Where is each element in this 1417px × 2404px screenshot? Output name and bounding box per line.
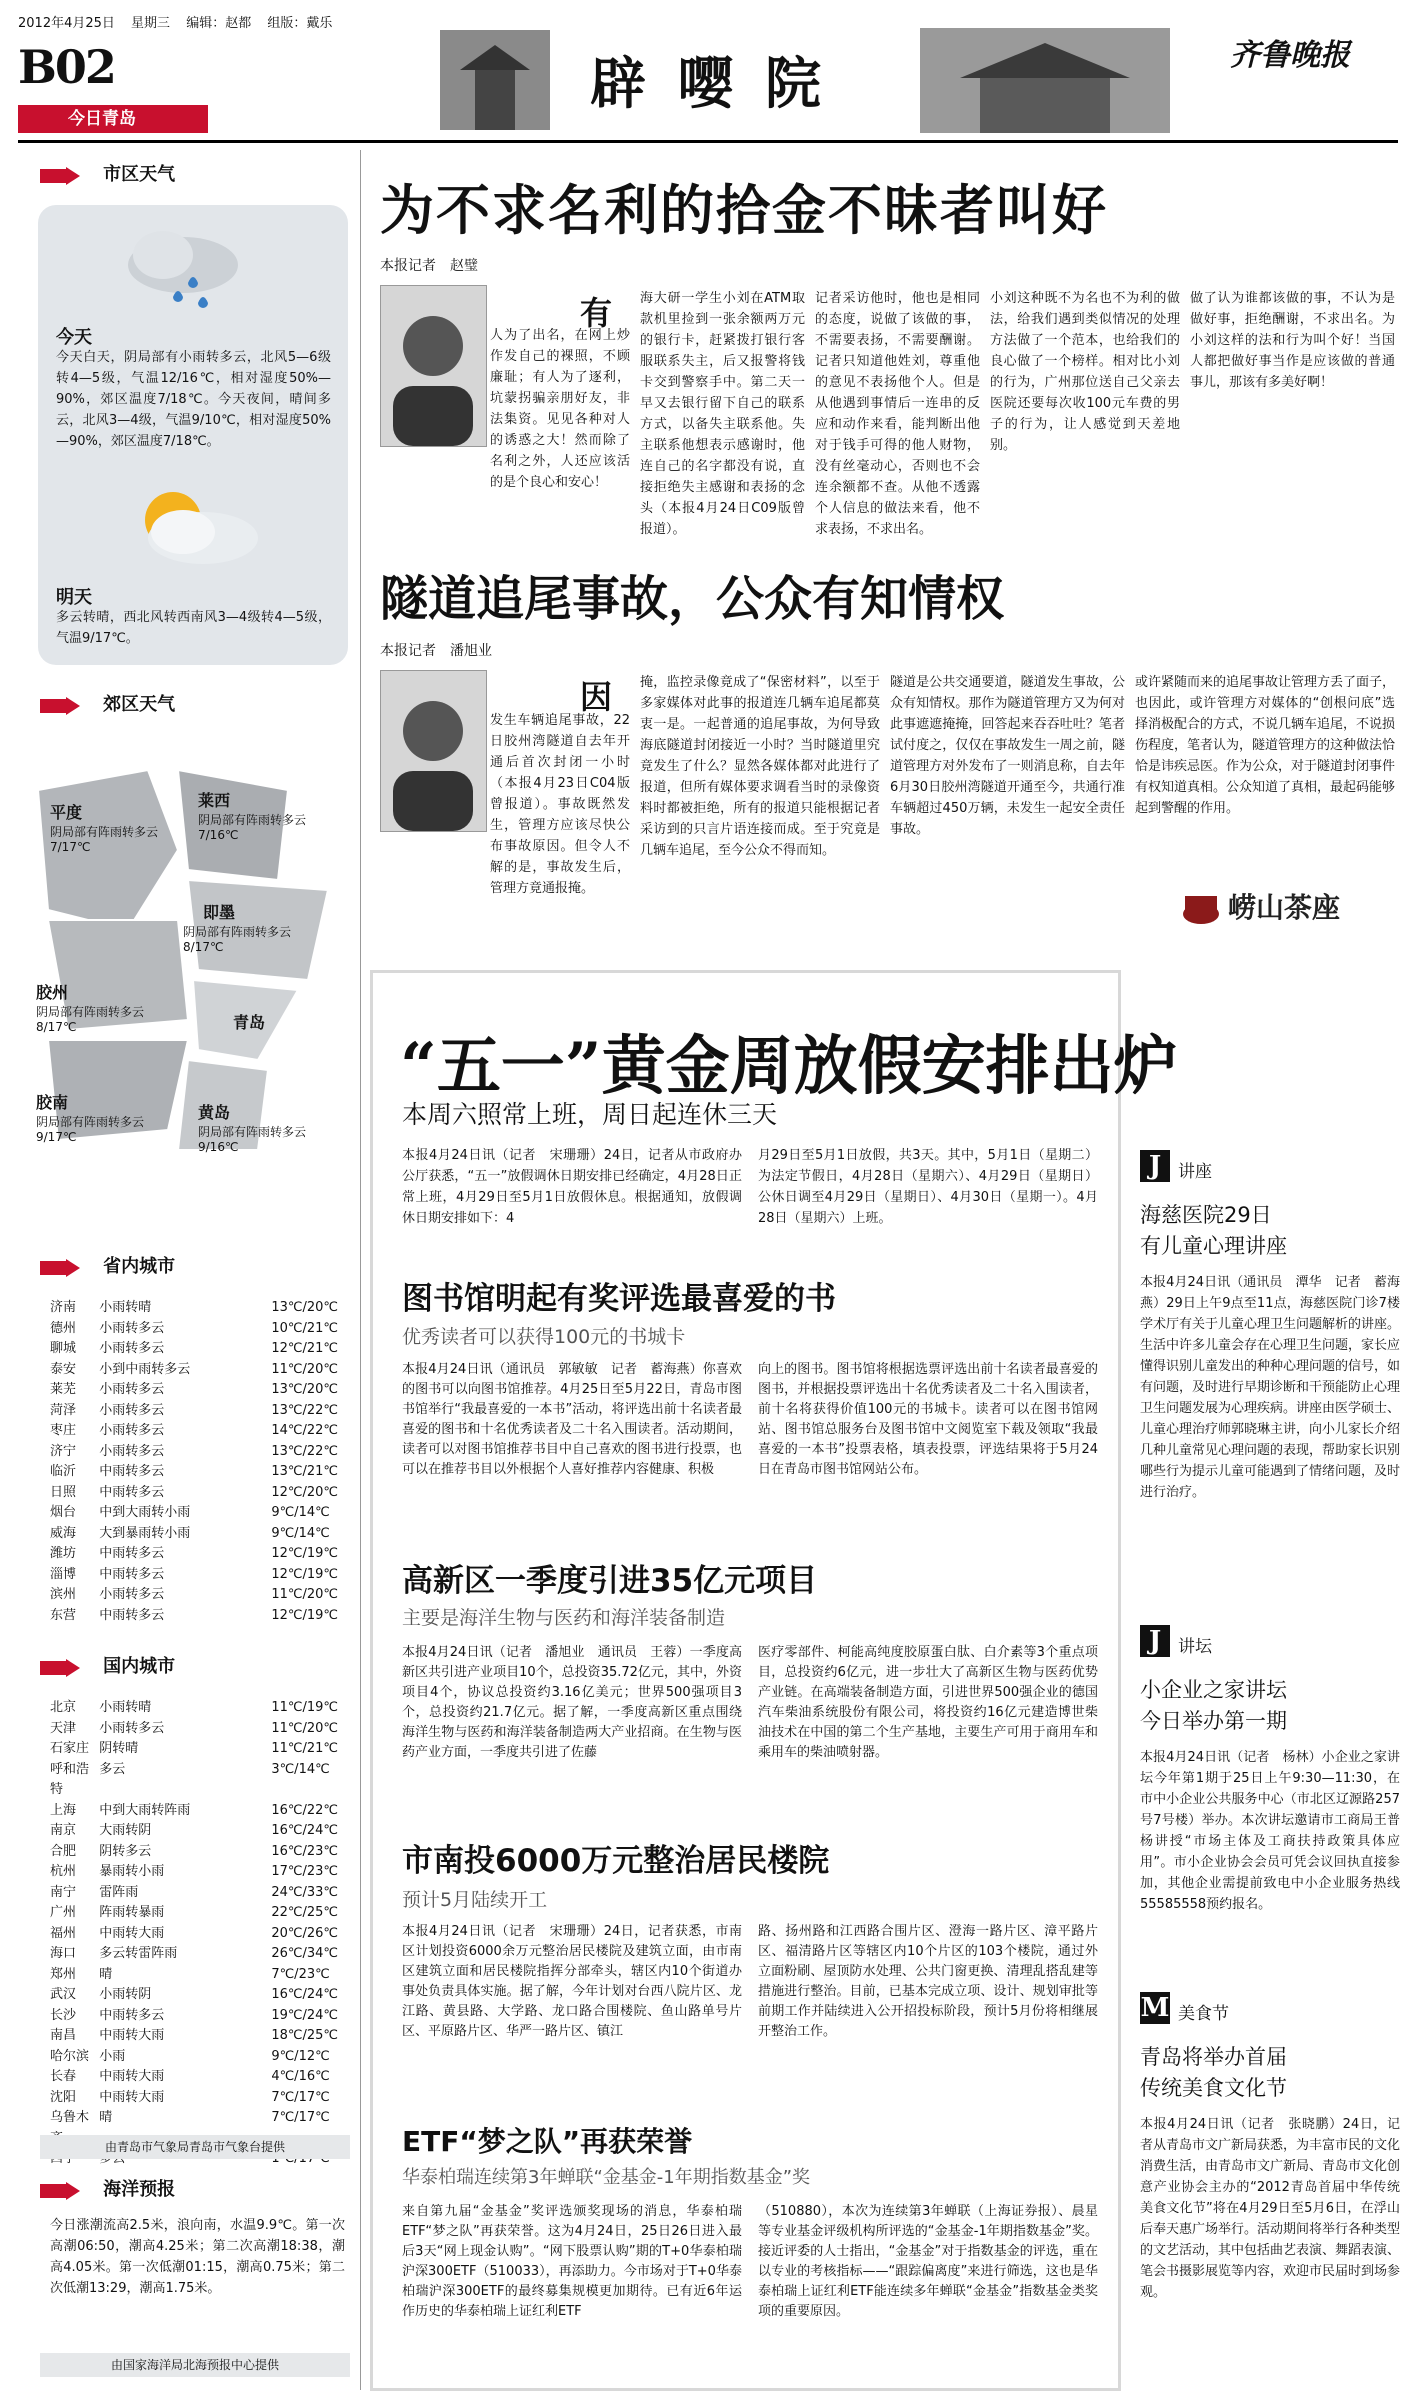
city-name: 沈阳 [50, 2089, 77, 2105]
city-temp: 13℃/20℃ [271, 1300, 338, 1315]
side1-title2: 有儿童心理讲座 [1140, 1234, 1287, 1258]
city-condition: 中雨转多云 [99, 1607, 165, 1623]
article1-col3: 记者采访他时，他也是相同的态度，说做了该做的事，不需要表扬，不需要酬谢。记者只知道他姓刘，尊重他的意见不表扬他个人。但是从他遇到事情后一连串的反应和动作来看，能判断出他对于钱手可得的他人财物，没有丝毫动心，否则也不会连余额都不查。从他不透露个人信息的做法来看，他不求表扬，不求出名。 [815, 291, 980, 537]
ocean-heading: 海洋预报 [40, 2175, 175, 2201]
teacup-icon [1180, 882, 1222, 928]
article1-col5: 做了认为谁都该做的事，不认为是做好事，拒绝酬谢，不求出名。为小刘这样的法和行为叫个好！当国人都把做好事当作是应该做的普通事儿，那该有多美好啊！ [1190, 291, 1395, 390]
city-condition: 阴转晴 [99, 1741, 139, 1756]
article4-col2: 向上的图书。图书馆将根据选票评选出前十名读者最喜爱的图书，并根据投票评选出十名优秀读者及二十名入围读者，前十名将获得价值100元的书城卡。读者可以在图书馆网站、图书馆总服务台及图书馆中文阅览室下载及领取“我最喜爱的一本书”投票表格，填表投票，评选结果将于5月24日在青岛市图书馆网站公布。 [758, 1362, 1098, 1477]
weather-source: 由青岛市气象局青岛市气象台提供 [40, 2135, 350, 2159]
city-condition: 中雨转多云 [99, 1464, 165, 1479]
city-temp: 13℃/22℃ [271, 1443, 338, 1459]
city-name: 东营 [50, 1607, 77, 1623]
city-temp: 12℃/20℃ [271, 1484, 338, 1500]
city-name: 南昌 [50, 2028, 77, 2043]
city-weather-row [50, 1503, 350, 1524]
city-condition: 小雨转多云 [99, 1423, 165, 1438]
province-heading: 省内城市 [40, 1252, 175, 1278]
article1-col4: 小刘这种既不为名也不为利的做法，给我们遇到类似情况的处理方法做了一个范本，也给我们的良心做了一个榜样。相对比小刘的行为，广州那位送自己父亲去医院还要每次收100元车费的男子的行为，让人感觉到天差地别。 [990, 291, 1180, 453]
city-condition: 大到暴雨转小雨 [99, 1525, 191, 1541]
person-icon [381, 671, 486, 831]
city-name: 福州 [50, 1925, 77, 1941]
city-temp: 7℃/17℃ [271, 2110, 330, 2125]
city-temp: 13℃/21℃ [271, 1464, 338, 1479]
city-weather-row [50, 1944, 350, 1965]
city-condition: 雷阵雨 [99, 1884, 139, 1900]
city-weather-row [50, 1298, 350, 1319]
pagoda-icon [440, 30, 550, 130]
city-condition: 中雨转大雨 [99, 2028, 165, 2043]
city-weather-row [50, 1544, 350, 1565]
city-temp: 12℃/19℃ [271, 1566, 338, 1582]
article1-col1: 人为了出名，在网上炒作发自己的裸照，不顾廉耻；有人为了逐利，坑蒙拐骗亲朋好友，非法集资。见见各种对人的诱惑之大！然而除了名利之外，人还应该活的是个良心和安心！ [490, 328, 630, 490]
article2-col1: 发生车辆追尾事故，22日胶州湾隧道自去年开通后首次封闭一小时（本报4月23日C04版曾报道）。事故既然发生，管理方应该尽快公布事故原因。但令人不解的是，事故发生后，管理方竟通报掩。 [490, 713, 630, 896]
city-weather-row [50, 1360, 350, 1381]
tag-text: 讲座 [1178, 1162, 1212, 1182]
article2-col4: 或许紧随而来的追尾事故让管理方丢了面子，也因此，或许管理方对媒体的“创根问底”选择消极配合的方式，不说几辆车追尾，不说损伤程度，笔者认为，隧道管理方的这种做法恰恰是讳疾忌医。作为公众，对于隧道封闭事件有权知道真相。公众知道了真相，最起码能够起到警醒的作用。 [1135, 675, 1396, 816]
arrow-icon [66, 1259, 80, 1277]
city-condition: 晴 [99, 2110, 113, 2125]
author-photo-panxuye [380, 670, 487, 832]
city-condition: 小雨 [99, 2048, 126, 2064]
city-name: 莱芜 [50, 1382, 77, 1397]
article5-title: 高新区一季度引进35亿元项目 [402, 1563, 818, 1599]
article6-subtitle: 预计5月陆续开工 [402, 1889, 548, 1911]
article2-title: 隧道追尾事故，公众有知情权 [380, 571, 1005, 627]
city-name: 合肥 [50, 1843, 77, 1859]
suburb-jiaonan: 胶南 阴局部有阵雨转多云 9/17℃ [36, 1093, 145, 1144]
city-name: 石家庄 [50, 1741, 90, 1756]
article7-subtitle: 华泰柏瑞连续第3年蝉联“金基金-1年期指数基金”奖 [402, 2167, 811, 2188]
city-weather-row [50, 1719, 350, 1740]
article4-title: 图书馆明起有奖评选最喜爱的书 [402, 1281, 836, 1317]
city-name: 天津 [50, 1720, 77, 1736]
arrow-icon [40, 169, 66, 183]
province-city-list [50, 1298, 350, 1626]
city-condition: 中雨转大雨 [99, 1925, 165, 1941]
article5-col1: 本报4月24日讯（记者 潘旭业 通讯员 王蓉）一季度高新区共引进产业项目10个，总投资35.72亿元，其中，外资项目4个，协议总投资约3.16亿美元；世界500强项目3个，总投资约21.7亿元。据了解，一季度高新区重点围绕海洋生物与医药和海洋装备制造两大产业招商。在生物与医药产业方面，一季度共引进了佐藤 [402, 1645, 742, 1760]
header-photo-left [440, 30, 550, 130]
city-weather-row [50, 1524, 350, 1545]
tomorrow-label: 明天 [56, 587, 92, 608]
city-weather-row [50, 1760, 350, 1801]
brand-text: 崂山茶座 [1228, 891, 1341, 924]
city-temp: 13℃/20℃ [271, 1382, 338, 1397]
city-condition: 中到大雨转阵雨 [99, 1802, 191, 1818]
suburb-jimo: 即墨 阴局部有阵雨转多云 8/17℃ [183, 903, 292, 954]
article4-subtitle: 优秀读者可以获得100元的书城卡 [402, 1326, 686, 1348]
article6-col2: 路、扬州路和江西路合围片区、澄海一路片区、漳平路片区、福清路片区等辖区内10个片区的103个楼院，通过外立面粉刷、屋顶防水处理、公共门窗更换、清理乱搭乱建等措施进行整治。目前，已基本完成立项、设计、规划审批等前期工作并陆续进入公开招投标阶段，预计5月份将相继展开整治工作。 [758, 1924, 1098, 2039]
city-temp: 16℃/23℃ [271, 1843, 338, 1859]
city-weather-row [50, 2088, 350, 2109]
article2-dropcap: 因 [580, 678, 613, 716]
city-temp: 18℃/25℃ [271, 2028, 338, 2043]
side-food-festival [1140, 1992, 1400, 2303]
city-condition: 暴雨转小雨 [99, 1864, 165, 1879]
city-name: 呼和浩特 [50, 1761, 90, 1797]
article6-col1: 本报4月24日讯（记者 宋珊珊）24日，记者获悉，市南区计划投资6000余万元整治居民楼院及建筑立面，由市南区建筑立面和居民楼院指挥分部牵头，辖区内10个街道办事处负责具体实施。据了解，今年计划对台西八院片区、龙江路、黄县路、大学路、龙口路合围楼院、鱼山路单号片区、平原路片区、华严一路片区、镇江 [402, 1924, 742, 2039]
city-weather-row [50, 1585, 350, 1606]
city-condition: 中雨转多云 [99, 1484, 165, 1500]
side3-title1: 青岛将举办首届 [1140, 2045, 1287, 2069]
city-weather-row [50, 1483, 350, 1504]
section-label: 今日青岛 [68, 109, 136, 129]
city-condition: 小雨转晴 [99, 1700, 152, 1715]
city-temp: 17℃/23℃ [271, 1864, 338, 1879]
city-weather-row [50, 1698, 350, 1719]
article3-col1: 本报4月24日讯（记者 宋珊珊）24日，记者从市政府办公厅获悉，“五一”放假调休日期安排已经确定，4月28日正常上班，4月29日至5月1日放假休息。根据通知，放假调休日期安排如下：4 [402, 1148, 742, 1226]
suburb-qingdao: 青岛 [233, 1013, 266, 1032]
city-temp: 13℃/22℃ [271, 1402, 338, 1418]
city-name: 淄博 [50, 1566, 77, 1582]
city-weather-row [50, 1462, 350, 1483]
city-temp: 3℃/14℃ [271, 1761, 330, 1777]
city-name: 日照 [50, 1484, 77, 1500]
tag-text: 美食节 [1178, 2004, 1229, 2024]
city-name: 哈尔滨 [50, 2048, 90, 2064]
city-weather-row [50, 1401, 350, 1422]
city-condition: 中雨转多云 [99, 1546, 165, 1561]
article2-byline: 本报记者 潘旭业 [380, 643, 492, 659]
city-condition: 中雨转大雨 [99, 2089, 165, 2105]
arrow-icon [66, 1659, 80, 1677]
side3-body: 本报4月24日讯（记者 张晓鹏）24日，记者从青岛市文广新局获悉，为丰富市民的文化消费生活，由青岛市文广新局、青岛市文化创意产业协会主办的“2012青岛首届中华传统美食文化节”将在4月29日至5月6日，在浮山后奉天惠广场举行。活动期间将举行各种类型的文艺活动，其中包括曲艺表演、舞蹈表演、笔会书摄影展览等内容，欢迎市民届时到场参观。 [1140, 2117, 1401, 2300]
city-name: 乌鲁木 [50, 2110, 90, 2125]
city-temp: 11℃/21℃ [271, 1741, 338, 1756]
city-weather-row [50, 1606, 350, 1627]
city-temp: 24℃/33℃ [271, 1884, 338, 1900]
paper-name: 齐鲁晚报 [1230, 38, 1350, 73]
city-temp: 16℃/24℃ [271, 1823, 338, 1838]
city-name: 烟台 [50, 1505, 77, 1520]
city-condition: 小雨转多云 [99, 1320, 165, 1336]
article3-subtitle: 本周六照常上班，周日起连休三天 [402, 1100, 778, 1129]
city-temp: 14℃/22℃ [271, 1423, 338, 1438]
city-name: 聊城 [50, 1341, 77, 1356]
city-weather-row [50, 1442, 350, 1463]
city-condition: 小到中雨转多云 [99, 1361, 191, 1377]
city-name: 德州 [50, 1320, 77, 1336]
article5-col2: 医疗零部件、柯能高纯度胶原蛋白肽、白介素等3个重点项目，总投资约6亿元，进一步壮大了高新区生物与医药优势产业链。在高端装备制造方面，引进世界500强企业的德国汽车柴油系统股份有限公司，将投资约16亿元建造博世柴油技术在中国的第二个生产基地，主要生产可用于商用车和乘用车的柴油喷射器。 [758, 1645, 1098, 1760]
city-temp: 11℃/20℃ [271, 1587, 338, 1602]
city-condition: 中到大雨转小雨 [99, 1505, 191, 1520]
issue-date: 2012年4月25日 [18, 16, 115, 31]
city-name: 潍坊 [50, 1546, 77, 1561]
city-condition: 多云 [99, 1761, 126, 1777]
city-weather-row [50, 1821, 350, 1842]
city-name: 上海 [50, 1802, 77, 1818]
city-condition: 小雨转晴 [99, 1300, 152, 1315]
city-name: 泰安 [50, 1361, 77, 1377]
city-condition: 大雨转阴 [99, 1823, 152, 1838]
city-weather-row [50, 1862, 350, 1883]
tomorrow-forecast: 多云转晴，西北风转西南风3—4级转4—5级，气温9/17℃。 [56, 610, 331, 646]
city-temp: 9℃/14℃ [271, 1505, 330, 1520]
side1-body: 本报4月24日讯（通讯员 潭华 记者 蓄海燕）29日上午9点至11点，海慈医院门诊7楼学术厅有关于儿童心理卫生问题解析的讲座。生活中许多儿童会存在心理卫生问题，家长应懂得识别儿童发出的种种心理问题的信号，如有问题，及时进行早期诊断和干预能防止心理卫生问题发展为心理疾病。讲座由医学硕士、儿童心理治疗师郭晓琳主讲，向小儿家长介绍几种儿童常见心理问题的表现，帮助家长识别哪些行为提示儿童可能遇到了情绪问题，及时进行治疗。 [1140, 1275, 1401, 1500]
today-label: 今天 [56, 327, 92, 348]
masthead-info [18, 12, 332, 31]
city-weather-row [50, 1319, 350, 1340]
side3-title2: 传统美食文化节 [1140, 2076, 1287, 2100]
city-temp: 20℃/26℃ [271, 1925, 338, 1941]
city-condition: 中雨转多云 [99, 2007, 165, 2023]
article1-byline: 本报记者 赵璧 [380, 258, 478, 274]
layout-editor: 组版：戴乐 [267, 16, 333, 31]
article4-col1: 本报4月24日讯（通讯员 郭敏敏 记者 蓄海燕）你喜欢的图书可以向图书馆推荐。4月25日至5月22日，青岛市图书馆举行“我最喜爱的一本书”活动，将评选出前十名读者最喜爱的图书和十名优秀读者及二十名入围读者。活动期间，读者可以对图书馆推荐书目中自己喜欢的图书进行投票，也可以在推荐书目以外根据个人喜好推荐内容健康、积极 [402, 1362, 742, 1477]
section-banner [18, 105, 208, 133]
editor: 编辑：赵都 [186, 16, 252, 31]
city-name: 长沙 [50, 2007, 77, 2023]
city-weather-heading: 市区天气 [40, 160, 175, 186]
city-weather-row [50, 2067, 350, 2088]
ocean-forecast: 今日涨潮流高2.5米，浪向南，水温9.9℃。第一次高潮06:50，潮高4.25米；第二次高潮18:38，潮高4.05米。第一次低潮01:15，潮高0.75米；第二次低潮13:29，潮高1.75米。 [50, 2218, 345, 2296]
city-temp: 9℃/14℃ [271, 1525, 330, 1541]
city-weather-box [38, 205, 348, 665]
city-condition: 多云转雷阵雨 [99, 1946, 178, 1961]
city-name: 郑州 [50, 1966, 77, 1982]
city-condition: 小雨转阴 [99, 1987, 152, 2002]
suburb-map [28, 730, 358, 1210]
side-lecture [1140, 1150, 1400, 1503]
city-condition: 晴 [99, 1966, 113, 1982]
national-heading: 国内城市 [40, 1652, 175, 1678]
city-weather-row [50, 1801, 350, 1822]
article1-dropcap: 有 [580, 294, 613, 332]
city-temp: 11℃/20℃ [271, 1361, 338, 1377]
article1-title: 为不求名利的拾金不昧者叫好 [380, 178, 1108, 242]
city-condition: 小雨转多云 [99, 1382, 165, 1397]
city-temp: 12℃/19℃ [271, 1607, 338, 1623]
city-condition: 中雨转大雨 [99, 2069, 165, 2084]
sun-cloud-icon [123, 480, 263, 570]
city-name: 武汉 [50, 1987, 77, 2002]
article3-title: “五一”黄金周放假安排出炉 [400, 1029, 1178, 1104]
issue-weekday: 星期三 [131, 16, 171, 31]
suburb-laixi: 莱西 阴局部有阵雨转多云 7/16℃ [198, 791, 307, 842]
city-temp: 9℃/12℃ [271, 2048, 330, 2064]
city-weather-row [50, 1965, 350, 1986]
tag-letter: J [1140, 1150, 1170, 1182]
city-name: 杭州 [50, 1864, 77, 1879]
author-photo-zhaobi [380, 285, 487, 447]
header-photo-right [920, 28, 1170, 133]
city-temp: 10℃/21℃ [271, 1320, 338, 1336]
rain-cloud-icon [118, 225, 248, 315]
side2-body: 本报4月24日讯（记者 杨林）小企业之家讲坛今年第1期于25日上午9:30—11:30，在市中小企业公共服务中心（市北区辽源路257号7号楼）举办。本次讲坛邀请市工商局王普杨讲授“市场主体及工商扶持政策具体应用”。市小企业协会会员可凭会议回执直接参加，其他企业需提前致电中小企业服务热线55585558预约报名。 [1140, 1750, 1400, 1912]
city-name: 济南 [50, 1300, 77, 1315]
arrow-icon [66, 2182, 80, 2200]
city-weather-row [50, 1924, 350, 1945]
city-name: 菏泽 [50, 1402, 77, 1418]
city-name: 威海 [50, 1525, 77, 1541]
city-weather-row [50, 2047, 350, 2068]
suburb-weather-heading: 郊区天气 [40, 690, 175, 716]
city-name: 枣庄 [50, 1423, 77, 1438]
side2-title1: 小企业之家讲坛 [1140, 1678, 1287, 1702]
temple-icon [920, 28, 1170, 133]
article1-col2: 海大研一学生小刘在ATM取款机里捡到一张余额两万元的银行卡，赶紧拨打银行客服联系失主，后又报警将钱卡交到警察手中。第二天一早又去银行留下自己的联系方式，以备失主联系他。失主联系他想表示感谢时，他连自己的名字都没有说，直接拒绝失主感谢和表扬的念头（本报4月24日C09版曾报道）。 [640, 291, 805, 537]
city-weather-row [50, 2026, 350, 2047]
city-weather-row [50, 1421, 350, 1442]
laoshan-tea-logo [1180, 880, 1380, 930]
city-weather-row [50, 1842, 350, 1863]
city-weather-row [50, 1985, 350, 2006]
city-name: 长春 [50, 2069, 77, 2084]
person-icon [381, 286, 486, 446]
article7-col1: 来自第九届“金基金”奖评选颁奖现场的消息，华泰柏瑞ETF“梦之队”再获荣誉。这为4月24日，25日26日进入最后3天“网上现金认购”。“网下股票认购”期的T+0华泰柏瑞沪深300ETF（510033），再添助力。今市场对于T+0华泰柏瑞沪深300ETF的最终募集规模更加期待。已有近6年运作历史的华泰柏瑞上证红利ETF [402, 2204, 742, 2319]
city-weather-row [50, 1380, 350, 1401]
city-temp: 16℃/22℃ [271, 1802, 338, 1818]
side-forum [1140, 1625, 1400, 1915]
city-condition: 阴转多云 [99, 1843, 152, 1859]
city-weather-row [50, 1903, 350, 1924]
city-name: 临沂 [50, 1464, 77, 1479]
suburb-pingdu: 平度 阴局部有阵雨转多云 7/17℃ [50, 803, 159, 854]
city-name: 济宁 [50, 1443, 77, 1459]
city-weather-row [50, 1565, 350, 1586]
city-name: 南宁 [50, 1884, 77, 1900]
article7-title: ETF“梦之队”再获荣誉 [402, 2125, 693, 2158]
article5-subtitle: 主要是海洋生物与医药和海洋装备制造 [402, 1607, 726, 1629]
city-condition: 小雨转多云 [99, 1587, 165, 1602]
city-weather-row [50, 1739, 350, 1760]
city-temp: 11℃/19℃ [271, 1700, 338, 1715]
article7-col2: （510880），本次为连续第3年蝉联（上海证券报）、晨星等专业基金评级机构所评选的“金基金-1年期指数基金”奖。接近评委的人士指出，“金基金”对于指数基金的评选，重在以专业的考核指标——“跟踪偏离度”来进行筛选，这也是华泰柏瑞上证红利ETF能连续多年蝉联“金基金”指数基金类奖项的重要原因。 [758, 2204, 1098, 2319]
side2-title2: 今日举办第一期 [1140, 1709, 1287, 1733]
city-name: 北京 [50, 1700, 77, 1715]
city-temp: 4℃/16℃ [271, 2069, 330, 2084]
suburb-jiaozhou: 胶州 阴局部有阵雨转多云 8/17℃ [36, 983, 145, 1034]
city-name: 海口 [50, 1946, 77, 1961]
arrow-tip-icon [66, 167, 80, 185]
city-temp: 11℃/20℃ [271, 1720, 338, 1736]
city-condition: 小雨转多云 [99, 1341, 165, 1356]
city-name: 滨州 [50, 1587, 77, 1602]
city-temp: 12℃/21℃ [271, 1341, 338, 1356]
page-number: B02 [18, 40, 115, 94]
city-temp: 26℃/34℃ [271, 1946, 338, 1961]
city-temp: 7℃/17℃ [271, 2089, 330, 2105]
city-condition: 小雨转多云 [99, 1443, 165, 1459]
city-weather-row [50, 1883, 350, 1904]
city-name: 南京 [50, 1823, 77, 1838]
city-temp: 7℃/23℃ [271, 1966, 330, 1982]
side1-title1: 海慈医院29日 [1140, 1203, 1272, 1227]
city-weather-row [50, 1339, 350, 1360]
city-condition: 中雨转多云 [99, 1566, 165, 1582]
city-condition: 小雨转多云 [99, 1720, 165, 1736]
city-temp: 19℃/24℃ [271, 2007, 338, 2023]
national-city-list [50, 1698, 350, 2170]
city-name: 广州 [50, 1905, 77, 1920]
article2-col2: 掩，监控录像竟成了“保密材料”，以至于多家媒体对此事的报道连几辆车追尾都莫衷一是。一起普通的追尾事故，为何导致海底隧道封闭接近一小时？当时隧道里究竟发生了什么？显然各媒体都对此进行了报道，但所有媒体要求调看当时的录像资料时都被拒绝，所有的报道只能根据记者采访到的只言片语连接而成。至于究竟是几辆车追尾，至今公众不得而知。 [640, 675, 880, 858]
tag-letter: M [1140, 1993, 1170, 2023]
tag-letter: J [1140, 1625, 1170, 1657]
article2-col3: 隧道是公共交通要道，隧道发生事故，公众有知情权。那作为隧道管理方又为何对此事遮遮掩掩，回答起来吞吞吐吐？笔者试付度之，仅仅在事故发生一周之前，隧道管理方对外发布了一则消息称，自去年6月30日胶州湾隧道开通至今，共通行准车辆超过450万辆，未发生一起安全责任事故。 [890, 675, 1125, 837]
city-weather-row [50, 2006, 350, 2027]
city-temp: 12℃/19℃ [271, 1546, 338, 1561]
column-title: 辟 嘤 院 [590, 51, 827, 117]
suburb-huangdao: 黄岛 阴局部有阵雨转多云 9/16℃ [198, 1103, 307, 1154]
ocean-source: 由国家海洋局北海预报中心提供 [40, 2353, 350, 2377]
city-temp: 22℃/25℃ [271, 1905, 338, 1920]
tag-text: 讲坛 [1178, 1637, 1212, 1657]
city-condition: 阵雨转暴雨 [99, 1905, 165, 1920]
article6-title: 市南投6000万元整治居民楼院 [402, 1843, 830, 1879]
city-temp: 16℃/24℃ [271, 1987, 338, 2002]
arrow-icon [66, 697, 80, 715]
city-condition: 小雨转多云 [99, 1402, 165, 1418]
today-forecast: 今天白天，阴局部有小雨转多云，北风5—6级转4—5级，气温12/16℃，相对湿度50%—90%，郊区温度7/18℃。今天夜间，晴间多云，北风3—4级，气温9/10℃，相对湿度50%—90%，郊区温度7/18℃。 [56, 350, 331, 449]
article3-col2: 月29日至5月1日放假，共3天。其中，5月1日（星期二）为法定节假日，4月28日（星期六）、4月29日（星期日）公休日调至4月29日（星期日）、4月30日（星期一）。4月28日（星期六）上班。 [758, 1148, 1098, 1226]
